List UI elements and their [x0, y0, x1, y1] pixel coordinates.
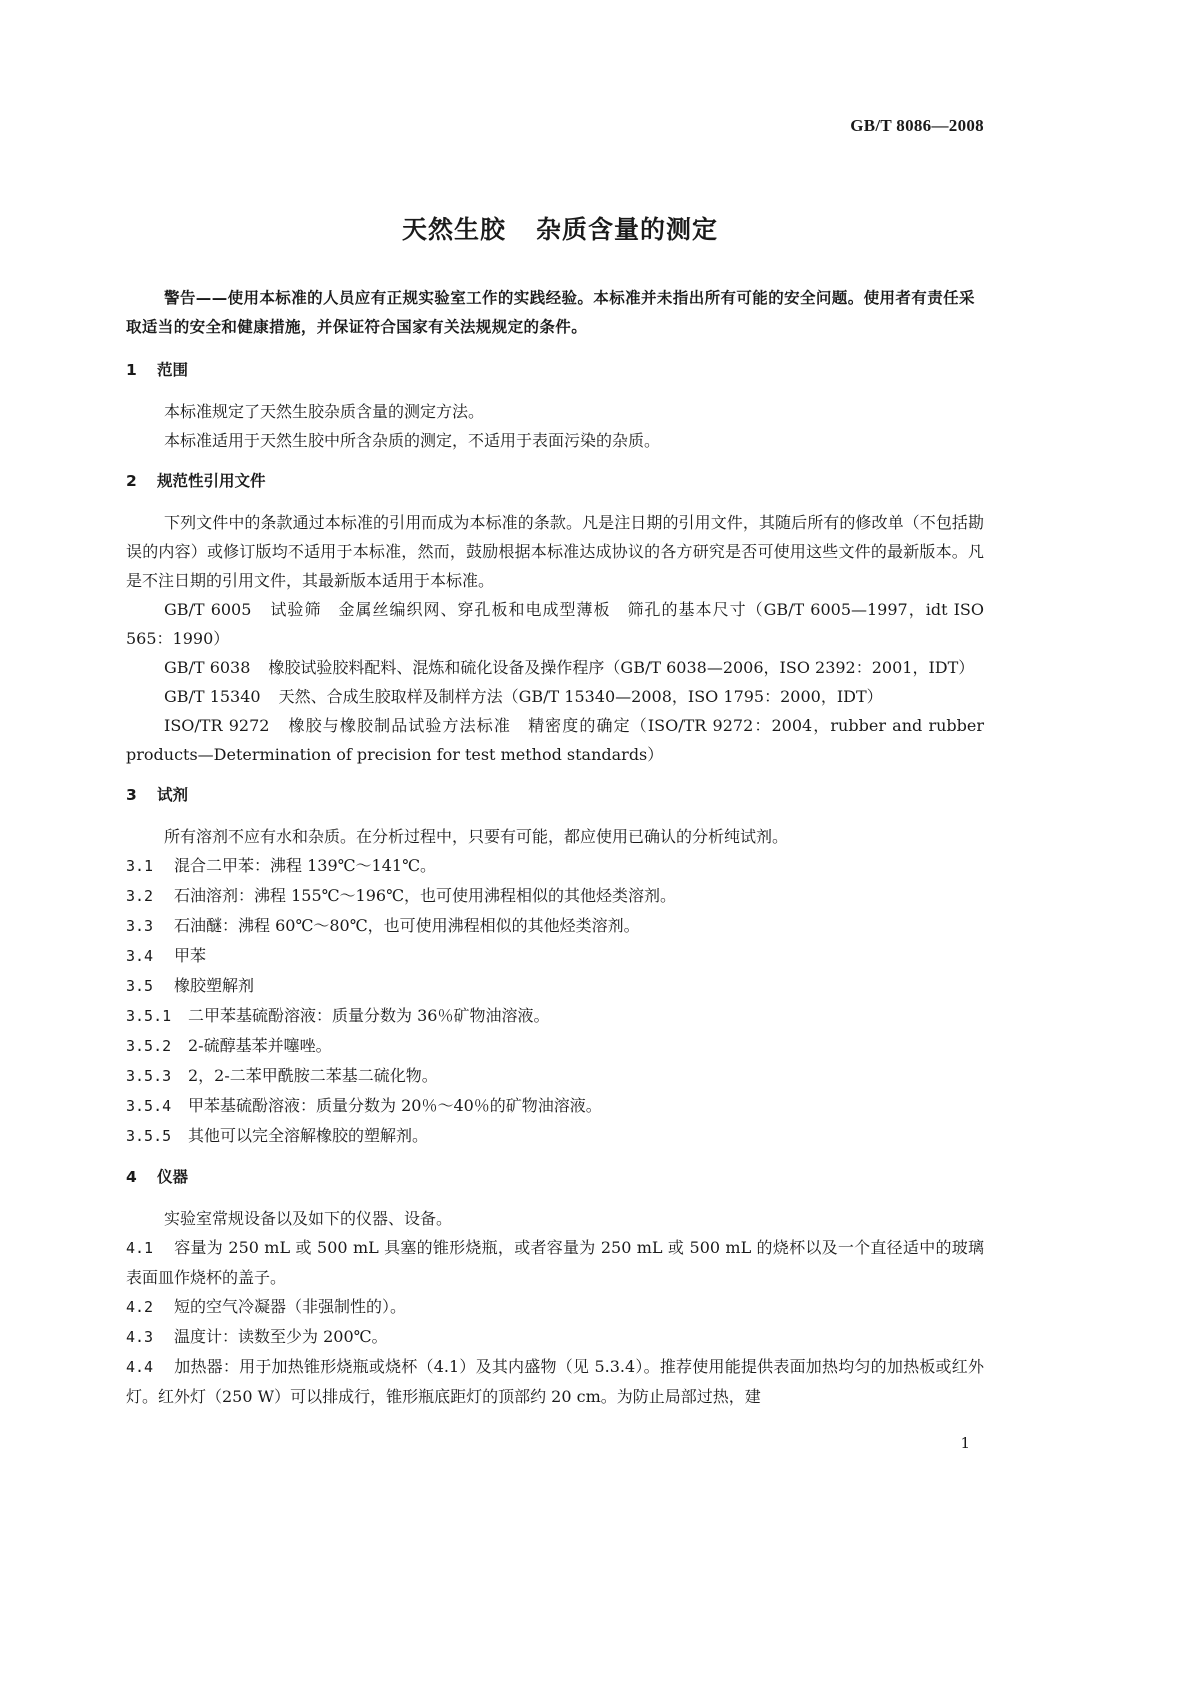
- document-body: [126, 284, 984, 1411]
- scope-paragraph-1: 本标准规定了天然生胶杂质含量的测定方法。: [164, 402, 485, 421]
- reagent-item: 3.5.2 2-硫醇基苯并噻唑。: [126, 1036, 332, 1055]
- reagent-item: 3.5.1 二甲苯基硫酚溶液：质量分数为 36％矿物油溶液。: [126, 1006, 550, 1025]
- apparatus-item: 4.4 加热器：用于加热锥形烧瓶或烧杯（4.1）及其内盛物（见 5.3.4）。推荐使用能提供表面加热均匀的加热板或红外灯。红外灯（250 W）可以排成行，锥形瓶底距灯的顶部约 20 cm。为防止局部过热，建: [126, 1357, 984, 1406]
- section-4-heading: 4 仪器: [126, 1168, 189, 1186]
- reference-item: ISO/TR 9272 橡胶与橡胶制品试验方法标准 精密度的确定（ISO/TR 9272：2004，rubber and rubber products—Determination of precision for test method standards）: [126, 716, 984, 764]
- reagent-item: 3.3 石油醚：沸程 60℃～80℃，也可使用沸程相似的其他烃类溶剂。: [126, 916, 640, 935]
- title-part1: 天然生胶: [401, 215, 506, 244]
- scope-paragraph-2: 本标准适用于天然生胶中所含杂质的测定，不适用于表面污染的杂质。: [164, 431, 661, 450]
- reagent-item: 3.5 橡胶塑解剂: [126, 976, 255, 995]
- reagent-item: 3.5.3 2，2-二苯甲酰胺二苯基二硫化物。: [126, 1066, 438, 1085]
- reference-item: GB/T 6038 橡胶试验胶料配料、混炼和硫化设备及操作程序（GB/T 6038—2006，ISO 2392：2001，IDT）: [164, 658, 975, 677]
- section-3-heading: 3 试剂: [126, 786, 189, 804]
- reference-item: GB/T 6005 试验筛 金属丝编织网、穿孔板和电成型薄板 筛孔的基本尺寸（GB/T 6005—1997，idt ISO 565：1990）: [126, 600, 985, 648]
- warning-paragraph: 警告——使用本标准的人员应有正规实验室工作的实践经验。本标准并未指出所有可能的安全问题。使用者有责任采取适当的安全和健康措施，并保证符合国家有关法规规定的条件。: [126, 289, 975, 336]
- title-part2: 杂质含量的测定: [536, 215, 719, 244]
- standard-code: GB/T 8086—2008: [850, 116, 984, 135]
- reagent-item: 3.4 甲苯: [126, 946, 207, 965]
- document-title: [0, 210, 1120, 246]
- section-1-heading: 1 范围: [126, 361, 189, 379]
- reagent-item: 3.2 石油溶剂：沸程 155℃～196℃，也可使用沸程相似的其他烃类溶剂。: [126, 886, 676, 905]
- reagent-item: 3.5.4 甲苯基硫酚溶液：质量分数为 20％～40％的矿物油溶液。: [126, 1096, 602, 1115]
- reagent-item: 3.1 混合二甲苯：沸程 139℃～141℃。: [126, 856, 436, 875]
- reagent-item: 3.5.5 其他可以完全溶解橡胶的塑解剂。: [126, 1126, 429, 1145]
- apparatus-intro: 实验室常规设备以及如下的仪器、设备。: [164, 1209, 453, 1228]
- apparatus-item: 4.2 短的空气冷凝器（非强制性的）。: [126, 1297, 407, 1316]
- section-2-heading: 2 规范性引用文件: [126, 472, 266, 490]
- references-intro: 下列文件中的条款通过本标准的引用而成为本标准的条款。凡是注日期的引用文件，其随后所有的修改单（不包括勘误的内容）或修订版均不适用于本标准，然而，鼓励根据本标准达成协议的各方研究是否可使用这些文件的最新版本。凡是不注日期的引用文件，其最新版本适用于本标准。: [126, 513, 984, 590]
- apparatus-item: 4.1 容量为 250 mL 或 500 mL 具塞的锥形烧瓶，或者容量为 250 mL 或 500 mL 的烧杯以及一个直径适中的玻璃表面皿作烧杯的盖子。: [126, 1238, 984, 1287]
- reagents-intro: 所有溶剂不应有水和杂质。在分析过程中，只要有可能，都应使用已确认的分析纯试剂。: [164, 827, 789, 846]
- reference-item: GB/T 15340 天然、合成生胶取样及制样方法（GB/T 15340—2008，ISO 1795：2000，IDT）: [164, 687, 883, 706]
- apparatus-item: 4.3 温度计：读数至少为 200℃。: [126, 1327, 388, 1346]
- page-number: 1: [960, 1434, 970, 1452]
